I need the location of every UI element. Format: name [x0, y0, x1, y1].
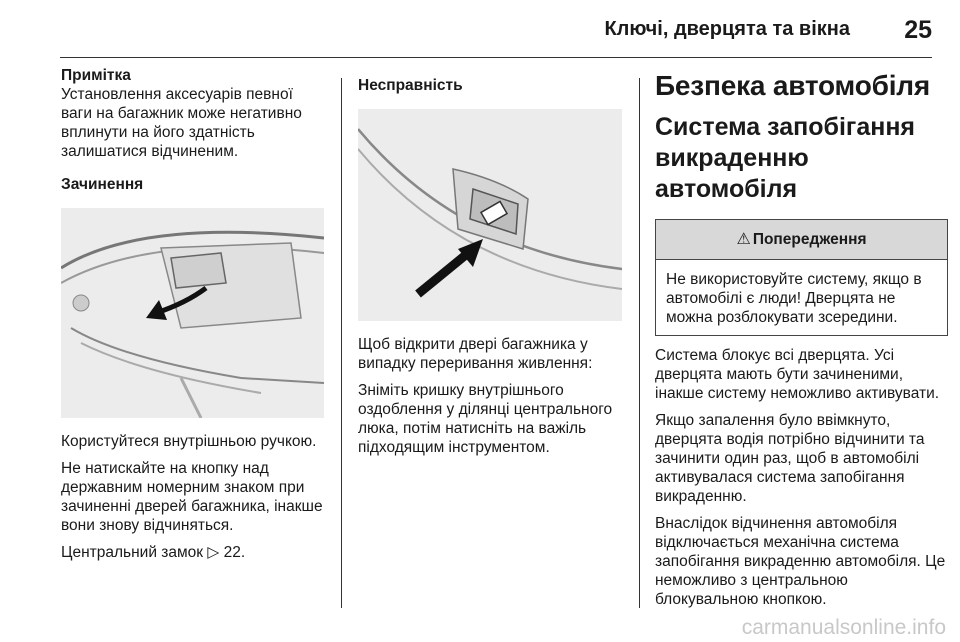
warning-text: Не використовуйте систему, якщо в автомобілі є люди! Дверцята не можна розблокувати зсередини. [666, 271, 922, 326]
closing-paragraph-3 [61, 543, 324, 562]
page-header-title: Ключі, дверцята та вікна [604, 18, 850, 40]
malfunction-paragraph-2: Зніміть кришку внутрішнього оздоблення у ділянці центрального люка, потім натисніть на важіль підходящим інструментом. [358, 382, 613, 456]
page-header [0, 0, 960, 58]
note-title: Примітка [61, 67, 131, 84]
column-divider-2 [639, 78, 640, 608]
column-2 [358, 66, 622, 465]
warning-box [655, 219, 948, 336]
central-lock-page-ref[interactable]: 22. [223, 544, 246, 561]
section-title-vehicle-security: Безпека автомобіля [655, 70, 931, 101]
arrow-reference-icon: ▷ [207, 544, 220, 561]
closing-paragraph-2: Не натискайте на кнопку над державним номерним знаком при зачиненні дверей багажника, інакше вони знову відчиняться. [61, 460, 323, 534]
security-paragraph-2: Якщо запалення було ввімкнуто, дверцята водія потрібно відчинити та зачинити один раз, щоб в автомобілі активувалася система запобігання викраденню. [655, 412, 925, 505]
column-1 [61, 66, 324, 570]
security-paragraph-3: Внаслідок відчинення автомобіля відключається механічна система запобігання викраденню автомобіля. Це неможливо з центральною блокувальною кнопкою. [655, 515, 946, 608]
closing-paragraph-1: Користуйтеся внутрішньою ручкою. [61, 433, 317, 450]
malfunction-paragraph-1: Щоб відкрити двері багажника у випадку переривання живлення: [358, 336, 593, 372]
section-title-malfunction: Несправність [358, 77, 463, 94]
tailgate-illustration-svg [61, 208, 324, 418]
central-lock-text: Центральний замок [61, 544, 204, 561]
tailgate-handle-illustration [61, 208, 324, 418]
section-title-closing: Зачинення [61, 176, 144, 193]
warning-header [656, 220, 947, 260]
header-divider [60, 57, 932, 58]
warning-title: Попередження [752, 231, 867, 248]
subsection-title-anti-theft: Система запобігання викраденню автомобіля [655, 113, 916, 203]
column-3 [655, 70, 948, 617]
page-number: 25 [904, 16, 932, 44]
security-paragraph-1: Система блокує всі дверцята. Усі дверцята мають бути зачиненими, інакше систему неможливо активувати. [655, 347, 940, 402]
emergency-release-svg [358, 109, 622, 321]
note-text: Установлення аксесуарів певної ваги на багажник може негативно вплинути на його здатність залишатися відчиненим. [61, 86, 302, 160]
emergency-release-illustration [358, 109, 622, 321]
warning-triangle-icon: ⚠ [736, 231, 751, 248]
column-divider-1 [341, 78, 342, 608]
watermark: carmanualsonline.info [741, 616, 946, 639]
